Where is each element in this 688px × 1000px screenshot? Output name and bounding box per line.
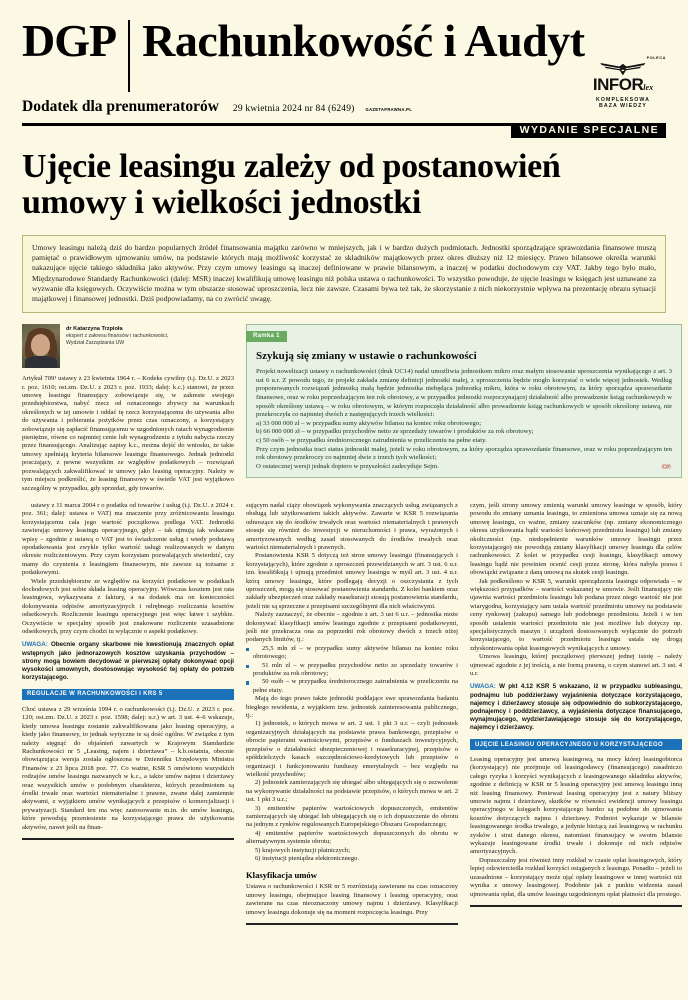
author-byline <box>22 324 234 368</box>
left-lower-body <box>22 502 234 637</box>
left-column-body <box>22 375 234 493</box>
author-desc-2: Wydział Zarządzania UW <box>66 339 125 346</box>
list-item: 4) emitentów papierów wartościowych dopuszczonych do obrotu w alternatywnym systemie obrotu; <box>246 829 458 846</box>
ramka-item-b: b) 66 000 000 zł – w przypadku przychodów netto ze sprzedaży towarów i produktów za rok obrotowy; <box>256 428 534 436</box>
paragraph: Jak podkreślono w KSR 5, warunki sporządzenia leasingu odpowiada – w większości przypadków – wartości wskazanej w umowie. Jeśli finansujący nie ujawnia wartości przedmiotu leasingu lub podana przez niego wartość nie jest wiarygodna, korzystający sam ustala wartość przedmiotu umowy na podstawie ceny rynkowej (zakupu) samego lub podobnego przedmiotu. Jeżeli i w ten sposób ustalenie wartości przedmiotu nie jest możliwe lub dotyczy np. specjalistycznych maszyn i urządzeń dostosowanych wyłącznie do potrzeb korzystającego, to wartość przedmiotu leasingu ustala się drogą zdyskontowania opłat leasingowych wynikających z umowy. <box>470 577 682 652</box>
ramka-paragraph-2: Przy czym jednostka traci status jednostki małej, jeżeli w roku obrotowym, za który sporządza sprawozdanie finansowe, oraz w roku poprzedzającym ten rok obrotowy przekroczy co najmniej dwie z trzech tych wielkości; <box>256 445 672 462</box>
column-middle <box>246 502 458 929</box>
ramka-wrapper <box>246 324 682 493</box>
lead-text: Umowy leasingu należą dziś do bardzo popularnych źródeł finansowania majątku zarówno w mniejszych, jak i w bardzo dużych podmiotach. Jednostki sporządzające sprawozdania finansowe muszą pamiętać o prawidłowym ujmowaniu umów, na podstawie których mają możliwość korzystać ze składników majątkowych przez okres dłuższy niż 12 miesięcy. Prawo bilansowe określa warunki nakazujące ujęcie takiego składnika jako aktywów. Przy czym umowy leasingu są inaczej definiowane w prawie bilansowym, a inaczej w podatku dochodowym czy VAT. Jakby tego było mało, Międzynarodowe Standardy Rachunkowości (dalej: MSR) inaczej kwalifikują umowę leasingu niż polska ustawa o rachunkowości. To wszystko powoduje, że ujęcie leasingu w księgach jest uznawane za wyzwanie dla księgowych. Oczywiście można w tym obszarze stosować uproszczenia, lecz nie zawsze. Czasami bywa też tak, że skorzystanie z nich niekorzystnie wpływa na prezentację obrazu sytuacji majątkowej i finansowej jednostki. Dziś podpowiadamy, na co zwrócić uwagę. <box>32 243 656 304</box>
subhead-klasyfikacja: Klasyfikacja umów <box>246 870 317 881</box>
uwaga-text: W pkt 4.12 KSR 5 wskazano, iż w przypadku subleasingu, podnajmu lub poddzierżawy wyjaśnienia dotyczące korzystającego, najemcy i dzierżawcy stosuje się odpowiednio do subkorzystającego, podnajemcy i poddzierżawcy, a wyjaśnienia dotyczące finansującego, wynajmującego, wydzierżawiającego stosuje się do korzystającego, najemcy i dzierżawcy. <box>470 683 682 731</box>
ramka-item-c: c) 50 osób – w przypadku średniorocznego zatrudnienia w przeliczeniu na pełne etaty. <box>256 436 487 444</box>
infor-wordmark <box>580 76 666 96</box>
lower-columns <box>22 501 682 929</box>
list-item: 1) jednostek, o których mowa w art. 2 ust. 1 pkt 3 u.r. – czyli jednostek organizacyjnych działających na podstawie prawa bankowego, przepisów o obrocie papierami wartościowymi, przepisów o funduszach inwestycyjnych, przepisów o działalności ubezpieczeniowej i reasekuracyjnej, przepisów o spółdzielczych kasach oszczędnościowo-kredytowych lub przepisów o organizacji i funkcjonowaniu funduszy emerytalnych – bez względu na wielkość przychodów; <box>246 720 458 778</box>
ramka-body <box>256 368 672 471</box>
paragraph: Artykuł 709¹ ustawy z 23 kwietnia 1964 r. – Kodeks cywilny (t.j. Dz.U. z 2023 r. poz. 1610; ost.zm. Dz.U. z 2023 r. poz. 1933; dalej: k.c.) stanowi, że przez umowę leasingu finansujący zobowiązuje się, w zakresie swojego przedsiębiorstwa, nabyć rzecz od oznaczonego zbywcy na warunkach określonych w tej umowie i oddać tę rzecz korzystającemu do używania albo do używania i pobierania pożytków przez czas oznaczony, a korzystający zobowiązuje się zapłacić finansującemu w uzgodnionych ratach wynagrodzenie pieniężne, równe co najmniej cenie lub wynagrodzeniu z tytułu nabycia rzeczy przez finansującego. Analizując zapisy k.c., można dojść do wniosku, że takie umowy spełniają kryteria bilansowe leasingu finansowego. Jednak jednostki posczający, z pewne wszystkim ze względów podatkowych – rozwiązań pozwalających zakwalifikować te umowy jako leasing operacyjny. Należy w tym miejscu podkreślić, że leasing finansowy w świetle VAT jest wyjątkowo szczególny w przypadku, gdy sprzedaż, gdy towarów. <box>22 375 234 492</box>
upper-columns <box>22 324 672 493</box>
ramka-1-box <box>246 324 682 478</box>
right-body <box>470 502 682 679</box>
list-item: 3) emitentów papierów wartościowych dopuszczonych, emitentów zamierzających się ubiegać lub ubiegających się o ich dopuszczenie do obrotu na jednym z rynków regulowanych Europejskiego Obszaru Gospodarczego; <box>246 804 458 829</box>
masthead-subline <box>22 98 585 116</box>
author-desc-1: ekspert z zakresu finansów i rachunkowości, <box>66 333 169 340</box>
uwaga-label: UWAGA: <box>22 641 48 649</box>
middle-body <box>246 502 458 863</box>
list-item: 51 mln zł – w przypadku przychodów netto ze sprzedaży towarów i produktów za rok obrotowy; <box>246 662 458 679</box>
infor-tagline-2: BAZA WIEDZY <box>599 103 647 110</box>
ramka-badge: Ramka 1 <box>246 331 287 342</box>
infor-word-text: INFOR <box>592 75 644 94</box>
ramka-copyright-mark: ©℗ <box>661 463 670 472</box>
paragraph: Mają do tego prawo także jednostki poddające swe sprawozdania badaniu biegłego rewidenta, z wyjątkiem tzw. jednostek zainteresowania publicznego, tj.: <box>246 695 458 720</box>
website-label[interactable]: GAZETAPRAWNA.PL <box>365 107 413 112</box>
infor-tagline-1: KOMPLEKSOWA <box>596 97 650 103</box>
list-item: 50 osób – w przypadku średniorocznego zatrudnienia w przeliczeniu na pełne etaty. <box>246 678 458 695</box>
supplement-label: Dodatek dla prenumeratorów <box>22 98 219 115</box>
lead-paragraph-box <box>22 235 666 313</box>
list-item: 6) instytucji pieniądza elektronicznego. <box>255 854 359 862</box>
paragraph: Należy zaznaczyć, że obecnie – zgodnie z art. 3 ust 6 u.r. – jednostka może dokonywać klasyfikacji umów leasingu zgodnie z przepisami podatkowymi, jeśli nie przekracza ona za poprzedni rok obrotowy dwóch z trzech niżej podanych limitów, tj.: <box>246 611 458 644</box>
infor-logo[interactable] <box>580 56 666 109</box>
section-header-ujecie: UJĘCIE LEASINGU OPERACYJNEGO U KORZYSTAJĄCEGO <box>470 739 682 750</box>
uwaga-text: Obecnie organy skarbowe nie kwestionują znacznych opłat wstępnych jako jednorazowych kosztów uzyskania przychodów – strony mogą bowiem decydować w pierwszej opłaty dokonywać opcji wysokości umownych, dostosowując wysokość tej opłaty do potrzeb korzystającego. <box>22 641 234 681</box>
poleca-label: POLECA <box>646 56 666 60</box>
masthead-bar <box>22 123 666 137</box>
infor-lex-text: lex <box>643 83 654 92</box>
section-header-regulacje: REGULACJE W RACHUNKOWOŚCI I KRS 5 <box>22 689 234 700</box>
ramka-paragraph-3: O ostatecznej wersji jednak dopiero w przyszłości zadecyduje Sejm. <box>256 462 439 470</box>
issue-date: 29 kwietnia 2024 nr 84 (6249) <box>232 104 355 114</box>
ramka-item-a: a) 33 000 000 zł – w przypadku sumy aktywów bilansu na koniec roku obrotowego; <box>256 419 482 427</box>
masthead <box>22 0 666 116</box>
column-rule <box>22 838 234 840</box>
right-body-2 <box>470 756 682 899</box>
column-left <box>22 324 234 493</box>
list-item: 2) jednostek zamierzających się ubiegać albo ubiegających się o zezwolenie na wykonywanie działalności na podstawie przepisów, o których mowa w art. 2 ust. 1 pkt 3 u.r.; <box>246 779 458 804</box>
paragraph: Dopuszczalny jest również inny rozkład w czasie opłat leasingowych, który lepiej odzwierciedla rozkład korzyści osiąganych z leasingu. Ponadto – jeżeli to uzasadnione – korzystający może ująć opłaty leasingowe w innej wartości niż wynika z umowy leasingowej. Podobnie jak z punktu widzenia zasad ujmowania opłat, dla umów leasingu uzgodnionym opłat płatności dla prostego. <box>470 856 682 898</box>
uwaga-note-right <box>470 683 682 732</box>
eagle-icon <box>599 61 647 76</box>
list-item: 25,5 mln zł – w przypadku sumy aktywów bilansu na koniec roku obrotowego; <box>246 645 458 662</box>
paragraph: Wiele przedsiębiorstw ze względów na korzyści podatkowe w podatkach dochodowych jest sobie składa leasing operacyjny. Wówczas kosztem jest rata leasingowa, wykazywana z faktury, a na dodatek ma on konieczności dokonywania odpisów amortyzacyjnych i odrębnego rozliczania kosztów odsetkowych. Rozliczenie leasingu operacyjnego jest więc łatwe i szybkie. Oczywiście w specjalny sposób jest znakowane rozliczenie uzasadnione odsetkowych, przy czym chodzi tu wyłącznie o aspekt podatkowy. <box>22 577 234 635</box>
infor-tagline <box>580 97 666 109</box>
paragraph: Ustawa o rachunkowości i KSR nr 5 rozróżniają zawierane na czas oznaczony umowy leasingu, obejmujące leasing finansowy i leasing operacyjny, oraz zawierane na czas nieoznaczony umowy najmu i dzierżawy. Klasyfikacji umowy leasingu dokonuje się na moment rozpoczęcia leasingu. Przy <box>246 883 458 916</box>
paragraph: sującym nadal ciąży obowiązek wykonywania znaczących usług związanych z obsługą lub użytkowaniem takich aktywów. Zawarte w KSR 5 rozwiązania odnoszące się do środków trwałych oraz wartości niematerialnych i prawnych stosuje się również do inwestycji w nieruchomości i prawa, wyrażonych i amortyzowanych według zasad stosowanych do środków trwałych oraz wartości niematerialnych i prawnych. <box>246 501 458 551</box>
special-edition-badge: WYDANIE SPECJALNE <box>511 123 666 138</box>
masthead-divider <box>128 20 130 92</box>
column-right <box>470 502 682 929</box>
column-rule <box>470 905 682 907</box>
paragraph: Leasing operacyjny jest umową leasingową, na mocy której leasingobiorca (korzystający) nie przejmuje od leasingodawcy (finansującego) zasadniczo całego ryzyka i korzyści wynikających z leasingowanego składnika aktywów, zgodnie z definicją w KSR nr 5 leasing operacyjny jest umową leasingu inną niż leasing finansowy. Ponieważ leasing operacyjny jest z natury bliższy umowie najmu i dzierżawy, skutków w równości ewidencji umowy leasingu operacyjnego w księgach korzystającego bardzo są podobne do ujmowania kosztów dotyczących najmu i dzierżawy. Podmiot wykazuje w bilansie leasingowanego środka trwałego, a jedynie bieżącą zaś leasingową w rachunku zysków i strat danego okresu, natomiast finansujący w swoim bilansie wykazuje leasingowane środki trwałe i dokonuje od nich odpisów amortyzacyjnych. <box>470 756 682 856</box>
page-title: Ujęcie leasingu zależy od postanowień umowy i wielkości jednostki <box>22 148 561 221</box>
column-left-lower <box>22 502 234 929</box>
left-lower-body-2 <box>22 706 234 832</box>
author-avatar <box>22 324 60 368</box>
list-item: 5) krajowych instytucji płatniczych; <box>255 846 351 854</box>
masthead-left <box>22 15 585 116</box>
ramka-title: Szykują się zmiany w ustawie o rachunkowości <box>256 350 477 363</box>
uwaga-note-left <box>22 641 234 681</box>
uwaga-label: UWAGA: <box>470 683 496 691</box>
middle-body-2 <box>246 883 458 917</box>
ramka-paragraph-1: Projekt nowelizacji ustawy o rachunkowości (druk UC14) nadal umożliwia jednostkom mikro oraz małym stosowanie uproszczenia wynikającego z art. 3 ust 6 u.r. Z powodu tego, że projekt zakłada zmianę definicji jednostki małej, z uproszczenia będzie mogło korzystać o wiele więcej jednostek. Według proponowanych rozwiązań jednostką małą będzie jednostka niebędąca jednostką mikro, która w roku obrotowym, za który sporządza sprawozdanie finansowe, oraz w roku poprzedzającym ten rok obrotowy, a w przypadku jednostki rozpoczynającej działalność albo prowadzenie ksiąg rachunkowych w sposób określony ustawą – w roku obrotowym, w którym rozpoczęła działalność albo prowadzenie ksiąg rachunkowych w sposób określony ustawą, nie przekroczyła co najmniej dwóch z następujących trzech wielkości: <box>256 368 672 419</box>
publication-title: Rachunkowość i Audyt <box>142 15 585 66</box>
paragraph: ustawy z 11 marca 2004 r o podatku od towarów i usług (t.j. Dz.U. z 2024 r. poz. 361; dalej: ustawa o VAT) ma znaczenie przy zróżnicowaniu leasingu korzystającemu cała jego wartość początkowa podlega VAT. Jednostki zawierając umowy leasingu operacyjnego, gdyż – tak ujmują tak wskazane wpisy – zgodnie z ustawą o VAT jest to świadczenie usług i wtedy podstawą opodatkowania jest zwykle tylko wartość usługi realizowanych w danym okresie rozliczeniowym. Przy czym korzystam pozwalających stwierdzić, czy mamy do czynienia z leasingiem finansowym, nie zawsze są tożsame z podatkowymi. <box>22 501 234 577</box>
column-rule <box>246 923 458 925</box>
paragraph: czym, jeśli strony umowy zmienią warunki umowy leasingu w sposób, który powodu do zmiany uznania leasingu, to zmieniona umowa uznaje się za nową umowę leasingu, co ważne, zmiany szacunków (np. zmiany ekonomicznego okresu użytkowania bądź wartości końcowej przedmiotu leasingu) lub zmiany okoliczności (np. niedopełnienie warunków umowy leasingu przez korzystającego) nie powodują zmiany klasyfikacji umowy leasingu dla celów rachunkowości. Z kolei w przypadku cesji leasingu, klasyfikacji umowy leasingu bądź nie powinien ocenić cesji przez stronę, która nabyła prawa i obowiązki związane z daną umową na skutek cesji leasingu. <box>470 501 682 577</box>
paragraph: Choć ustawa z 29 września 1994 r. o rachunkowości (t.j. Dz.U. z 2023 r. poz. 120; ost.zm. Dz.U. z 2023 r. poz. 1598; dalej: u.r.) w art. 3 ust. 4–6 wskazuje, kiedy umowa leasingu zostanie zakwalifikowana jako leasing operacyjny, a kiedy jako finansowy, to jednak wytyczne te są dość ogólne. W związku z tym należy sięgnąć do objaśnień zawartych w Krajowym Standardzie Rachunkowości nr 5 „Leasing, najem i dzierżawa” – k.b.ostatnia, obecnie obowiązująca wersja została ogłoszona w Dzienniku Urzędowym Ministra Finansów z 23 lipca 2018 poz. 77. Co ważne, KSR 5 omówiono wszystkich rodzajów umów leasingu nazwanych w k.c., a także umów najmu i dzierżawy oraz wszystkich umów o podobnym charakterze, których przedmiotem są środki trwałe oraz wartości niematerialne i prawne, zwane dalej zamiennie aktywami, z wyjątkiem umów wynikających z przepisów o komercjalizacji i prywatyzacji. Standard ten ma więc zastosowanie m.in. do umów leasingu, które powodują przeniesienie na korzystającego prawa do użytkowania aktywów, nawet jeśli na finan- <box>22 705 234 831</box>
author-name: dr Katarzyna Trzpioła <box>66 326 123 333</box>
paragraph: Postanowienia KSR 5 dotyczą też stron umowy leasingu (finansujących i korzystających), które zgodnie z uproszczeń przewidzianych w art. 3 ust. 6 u.r. tzn. kwalifikują i ujmują przedmiot umowy leasingu w myśl art. 3 ust. 4 u.r. którą umowy leasingu, które podlegają decyzji o oszczystania z tych uproszczeń, mogą się stosować postanowienia standardu. Z kolei bankiem oraz zakłady ubezpieczeń oraz zakłady reasekuracji stosują postanowienia standardu, jeżeli nie są sprzeczne z przepisami szczególnymi dla nich właściwymi. <box>246 552 459 610</box>
brand-logo-dgp[interactable]: DGP <box>22 15 117 66</box>
paragraph: Umowa leasingu, której początkowej pierwszej jednej istotę – należy ujmować zgodnie z jej treścią, a nie formą prawną, o czym stanowi art. 3 ust. 4 u.r. <box>470 653 682 678</box>
